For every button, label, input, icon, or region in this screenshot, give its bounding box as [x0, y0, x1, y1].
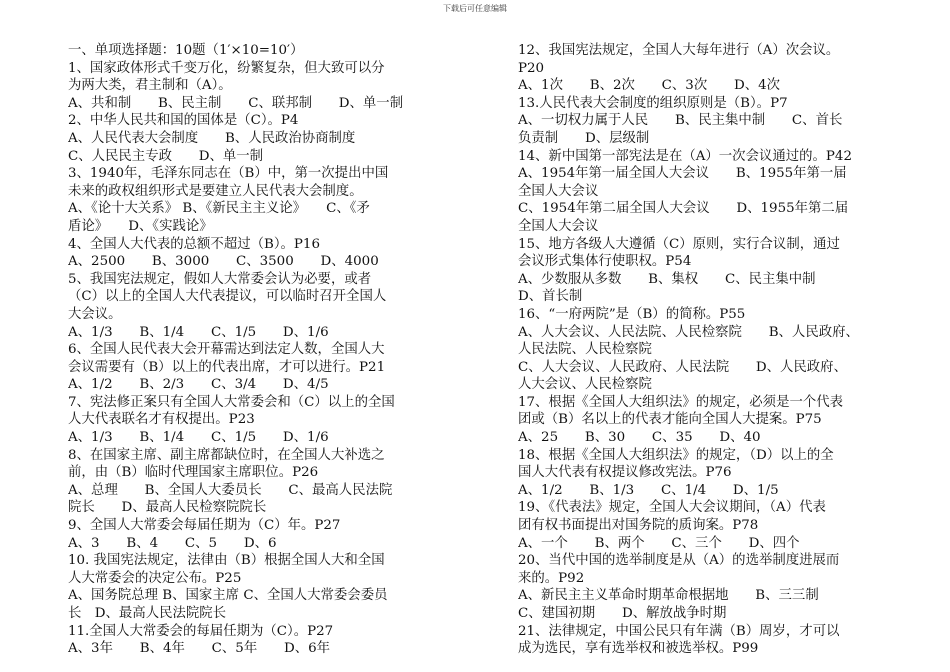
text-line: A、少数服从多数 B、集权 C、民主集中制 — [518, 271, 816, 287]
text-line: 国人大代表有权提议修改宪法。P76 — [518, 465, 732, 481]
text-line: A、新民主主义革命时期革命根据地 B、三三制 — [518, 588, 819, 604]
text-line: D、首长制 — [518, 289, 583, 305]
text-line: 院长 D、最高人民检察院院长 — [68, 500, 267, 516]
text-line: 会议形式集体行使职权。P54 — [518, 254, 692, 270]
text-line: 21、法律规定，中国公民只有年满（B）周岁，才可以 — [518, 623, 840, 639]
text-line: 前，由（B）临时代理国家主席职位。P26 — [68, 465, 319, 481]
download-note: 下载后可任意编辑 — [443, 4, 507, 13]
text-line: 一、单项选择题：10题（1′×10=10′） — [68, 43, 304, 58]
text-line: 人民法院、人民检察院 — [518, 342, 652, 358]
text-line: 11.全国人大常委会的每届任期为（C）。P27 — [68, 623, 334, 639]
text-line: 大会议。 — [68, 306, 122, 322]
text-line: 13.人民代表大会制度的组织原则是（B）。P7 — [518, 95, 788, 111]
text-line: 盾论》 D、《实践论》 — [68, 218, 213, 234]
text-line: A、人民代表大会制度 B、人民政治协商制度 — [68, 130, 356, 146]
text-line: 17、根据《全国人大组织法》的规定，必须是一个代表 — [518, 394, 844, 410]
text-line: 18、根据《全国人大组织法》的规定，（D）以上的全 — [518, 447, 834, 463]
text-line: C、建国初期 D、解放战争时期 — [518, 606, 727, 621]
text-line: A、总理 B、全国人大委员长 C、最高人民法院 — [68, 482, 393, 498]
text-line: 人大会议、人民检察院 — [518, 377, 652, 393]
text-line: 4、全国人大代表的总额不超过（B）。P16 — [68, 236, 320, 252]
text-line: 来的。P92 — [518, 570, 585, 586]
text-line: 全国人大会议 — [518, 218, 599, 234]
text-line: A、1/3 B、1/4 C、1/5 D、1/6 — [68, 430, 329, 446]
text-line: 成为选民，享有选举权和被选举权。P99 — [518, 641, 759, 657]
text-line: A、3 B、4 C、5 D、6 — [68, 535, 277, 551]
text-line: 16、“一府两院”是（B）的简称。P55 — [518, 306, 746, 322]
text-line: C、人大会议、人民政府、人民法院 D、人民政府、 — [518, 359, 847, 375]
text-line: 5、我国宪法规定，假如人大常委会认为必要，或者 — [68, 271, 372, 287]
text-line: 7、宪法修正案只有全国人大常委会和（C）以上的全国 — [68, 394, 395, 410]
text-line: 全国人大会议 — [518, 183, 599, 199]
text-line: 团或（B）名以上的代表才能向全国人大提案。P75 — [518, 412, 822, 428]
text-line: 团有权书面提出对国务院的质询案。P78 — [518, 518, 759, 534]
right-column — [518, 42, 908, 658]
text-line: 19、《代表法》规定，全国人大会议期间，（A）代表 — [518, 500, 826, 516]
text-line: A、一切权力属于人民 B、民主集中制 C、首长 — [518, 113, 843, 129]
text-line: A、共和制 B、民主制 C、联邦制 D、单一制 — [68, 95, 404, 111]
text-line: A、1954年第一届全国人大会议 B、1955年第一届 — [518, 166, 847, 182]
text-line: A、1/2 B、2/3 C、3/4 D、4/5 — [68, 377, 329, 393]
text-line: 1、国家政体形式千变万化，纷繁复杂，但大致可以分 — [68, 60, 385, 76]
text-line: A、1/2 B、1/3 C、1/4 D、1/5 — [518, 482, 779, 498]
left-column — [68, 42, 458, 658]
text-line: A、1/3 B、1/4 C、1/5 D、1/6 — [68, 324, 329, 340]
text-line: A、《论十大关系》 B、《新民主主义论》 C、《矛 — [68, 201, 370, 217]
text-line: 6、全国人民代表大会开幕需达到法定人数，全国人大 — [68, 342, 385, 358]
text-line: A、3年 B、4年 C、5年 D、6年 — [68, 641, 331, 657]
text-line: 人大常委会的决定公布。P25 — [68, 570, 242, 586]
text-line: C、人民民主专政 D、单一制 — [68, 148, 264, 164]
text-line: A、1次 B、2次 C、3次 D、4次 — [518, 78, 781, 94]
text-line: 未来的政权组织形式是要建立人民代表大会制度。 — [68, 183, 363, 199]
text-line: 15、地方各级人大遵循（C）原则，实行合议制，通过 — [518, 236, 840, 252]
text-line: A、2500 B、3000 C、3500 D、4000 — [68, 254, 379, 270]
text-line: 20、当代中国的选举制度是从（A）的选举制度进展而 — [518, 553, 840, 569]
text-line: 8、在国家主席、副主席都缺位时，在全国人大补选之 — [68, 447, 385, 463]
text-line: 14、新中国第一部宪法是在（A）一次会议通过的。P42 — [518, 148, 852, 164]
text-line: A、25 B、30 C、35 D、40 — [518, 430, 761, 446]
text-line: A、国务院总理 B、国家主席 C、全国人大常委会委员 — [68, 588, 388, 604]
text-line: （C）以上的全国人大代表提议，可以临时召开全国人 — [68, 289, 387, 305]
text-line: A、人大会议、人民法院、人民检察院 B、人民政府、 — [518, 324, 859, 340]
text-line: 为两大类，君主制和（A）。 — [68, 78, 232, 94]
text-line: C、1954年第二届全国人大会议 D、1955年第二届 — [518, 201, 849, 217]
text-line: 长 D、最高人民法院院长 — [68, 606, 227, 621]
text-line: A、一个 B、两个 C、三个 D、四个 — [518, 535, 800, 551]
text-line: 3、1940年，毛泽东同志在（B）中，第一次提出中国 — [68, 166, 389, 182]
text-line: P20 — [518, 60, 545, 76]
text-line: 人大代表联名才有权提出。P23 — [68, 412, 255, 428]
text-line: 10. 我国宪法规定，法律由（B）根据全国人大和全国 — [68, 553, 385, 569]
text-line: 负责制 D、层级制 — [518, 130, 650, 146]
text-line: 会议需要有（B）以上的代表出席，才可以进行。P21 — [68, 359, 386, 375]
text-line: 2、中华人民共和国的国体是（C）。P4 — [68, 113, 299, 129]
text-line: 12、我国宪法规定，全国人大每年进行（A）次会议。 — [518, 43, 840, 58]
text-line: 9、全国人大常委会每届任期为（C）年。P27 — [68, 518, 341, 534]
